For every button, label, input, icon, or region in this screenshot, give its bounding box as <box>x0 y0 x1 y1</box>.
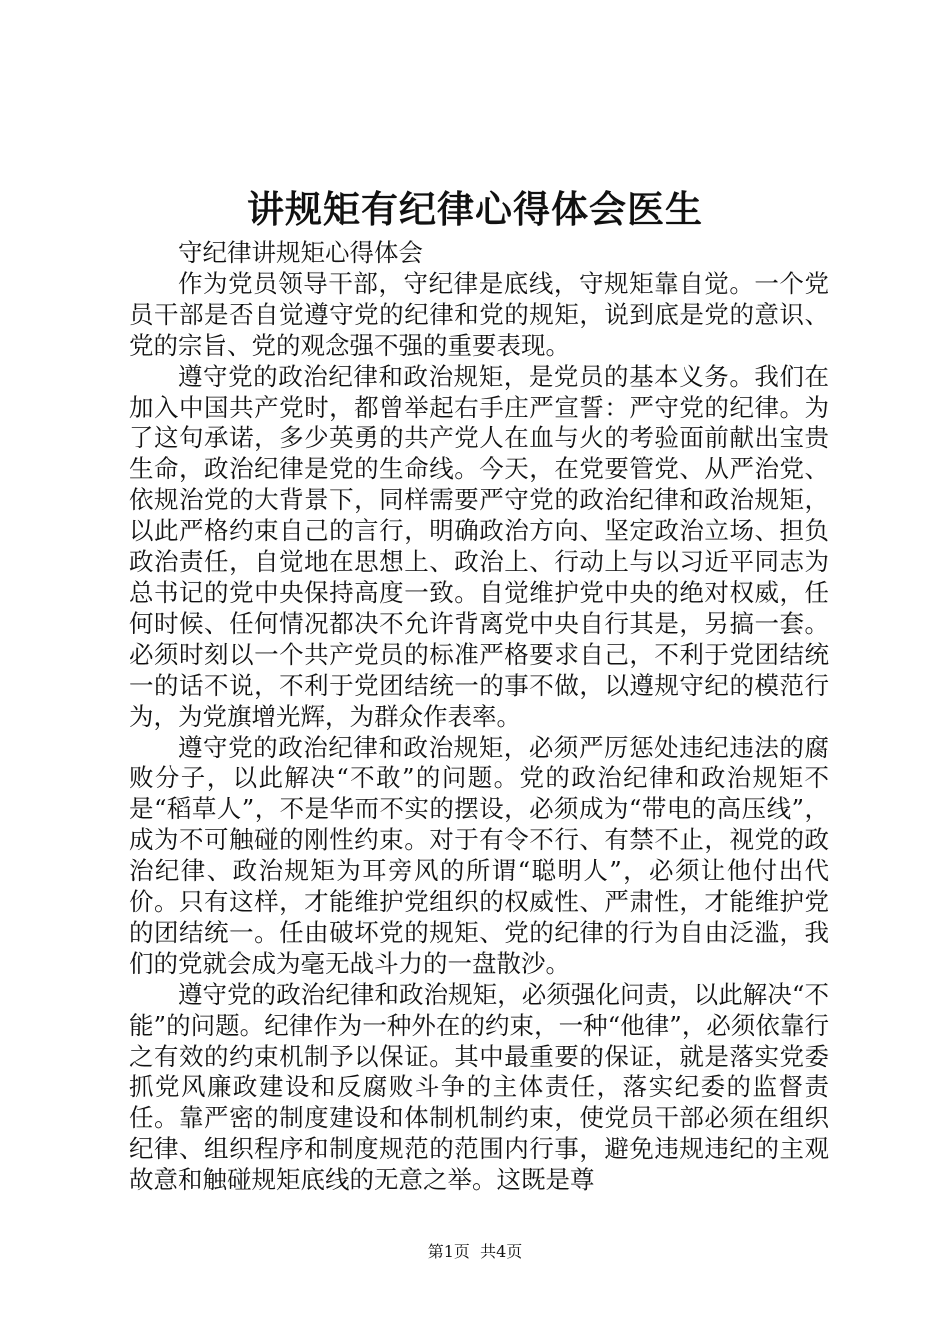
document-title: 讲规矩有纪律心得体会医生 <box>247 187 703 231</box>
paragraph: 遵守党的政治纪律和政治规矩，必须强化问责，以此解决“不能”的问题。纪律作为一种外在的约束，一种“他律”，必须依靠行之有效的约束机制予以保证。其中最重要的保证，就是落实党委抓党风廉政建设和反腐败斗争的主体责任，落实纪委的监督责任。靠严密的制度建设和体制机制约束，使党员干部必须在组织纪律、组织程序和制度规范的范围内行事，避免违规违纪的主观故意和触碰规矩底线的无意之举。这既是尊 <box>129 979 829 1195</box>
document-body <box>129 238 829 1196</box>
paragraph: 作为党员领导干部，守纪律是底线，守规矩靠自觉。一个党员干部是否自觉遵守党的纪律和党的规矩，说到底是党的意识、党的宗旨、党的观念强不强的重要表现。 <box>129 268 829 360</box>
paragraph: 遵守党的政治纪律和政治规矩，是党员的基本义务。我们在加入中国共产党时，都曾举起右手庄严宣誓：严守党的纪律。为了这句承诺，多少英勇的共产党人在血与火的考验面前献出宝贵生命，政治纪律是党的生命线。今天，在党要管党、从严治党、依规治党的大背景下，同样需要严守党的政治纪律和政治规矩，以此严格约束自己的言行，明确政治方向、坚定政治立场、担负政治责任，自觉地在思想上、政治上、行动上与以习近平同志为总书记的党中央保持高度一致。自觉维护党中央的绝对权威，任何时候、任何情况都决不允许背离党中央自行其是，另搞一套。必须时刻以一个共产党员的标准严格要求自己，不利于党团结统一的话不说，不利于党团结统一的事不做，以遵规守纪的模范行为，为党旗增光辉，为群众作表率。 <box>129 361 829 731</box>
page-footer <box>0 1242 950 1262</box>
document-subtitle: 守纪律讲规矩心得体会 <box>178 238 423 267</box>
paragraph: 遵守党的政治纪律和政治规矩，必须严厉惩处违纪违法的腐败分子，以此解决“不敢”的问题。党的政治纪律和政治规矩不是“稻草人”，不是华而不实的摆设，必须成为“带电的高压线”，成为不可触碰的刚性约束。对于有令不行、有禁不止，视党的政治纪律、政治规矩为耳旁风的所谓“聪明人”，必须让他付出代价。只有这样，才能维护党组织的权威性、严肃性，才能维护党的团结统一。任由破坏党的规矩、党的纪律的行为自由泛滥，我们的党就会成为毫无战斗力的一盘散沙。 <box>129 732 829 978</box>
page-total: 共4页 <box>480 1242 523 1261</box>
page-number: 第1页 <box>427 1242 470 1261</box>
